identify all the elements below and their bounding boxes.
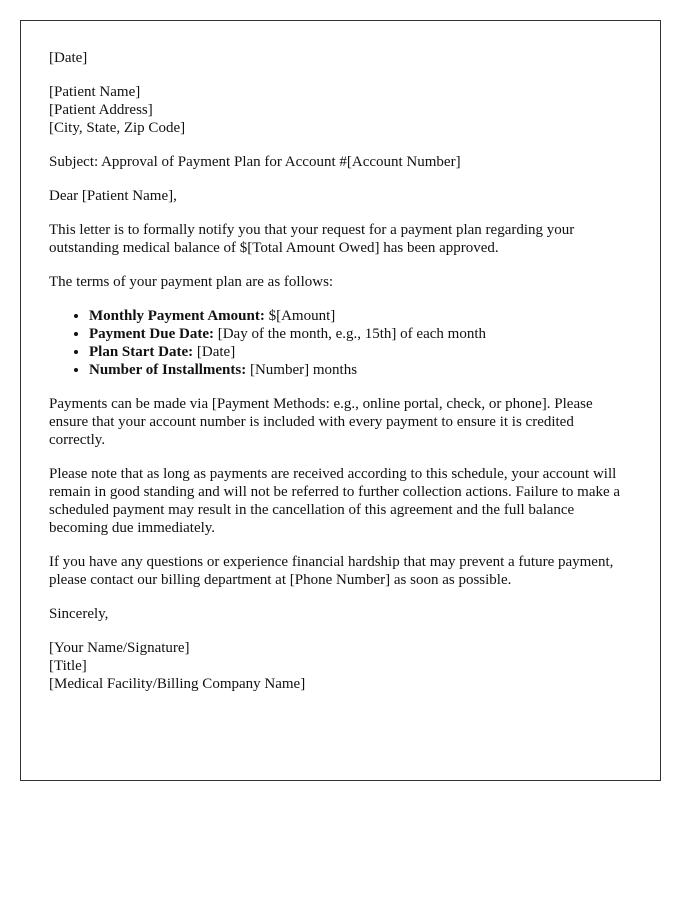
signature-block <box>49 639 632 693</box>
term-item <box>89 307 632 325</box>
salutation: Dear [Patient Name], <box>49 188 177 204</box>
payments-paragraph: Payments can be made via [Payment Methods: e.g., online portal, check, or phone]. Please ensure that your account number is included with every payment to ensure it is credited correctly. <box>49 396 593 448</box>
contact-paragraph: If you have any questions or experience financial hardship that may prevent a future payment, please contact our billing department at [Phone Number] as soon as possible. <box>49 554 614 588</box>
term-item <box>89 325 632 343</box>
subject-line: Subject: Approval of Payment Plan for Account #[Account Number] <box>49 154 461 170</box>
term-label: Number of Installments: <box>89 362 247 378</box>
term-item <box>89 343 632 361</box>
term-label: Monthly Payment Amount: <box>89 308 265 324</box>
term-value: $[Amount] <box>264 308 336 324</box>
intro-paragraph: This letter is to formally notify you that your request for a payment plan regarding your outstanding medical balance of $[Total Amount Owed] has been approved. <box>49 222 575 256</box>
term-value: [Day of the month, e.g., 15th] of each month <box>213 326 486 342</box>
signature-name: [Your Name/Signature] <box>49 640 190 656</box>
signature-company: [Medical Facility/Billing Company Name] <box>49 676 306 692</box>
term-label: Payment Due Date: <box>89 326 214 342</box>
closing: Sincerely, <box>49 606 109 622</box>
letter <box>20 20 661 781</box>
term-item <box>89 361 632 379</box>
term-value: [Date] <box>193 344 236 360</box>
terms-list <box>49 307 632 379</box>
standing-paragraph: Please note that as long as payments are received according to this schedule, your account will remain in good standing and will not be referred to further collection actions. Failure to make a scheduled payment may result in the cancellation of this agreement and the full balance becoming due immediately. <box>49 466 621 536</box>
recipient-name: [Patient Name] <box>49 84 141 100</box>
recipient-block <box>49 83 632 137</box>
signature-title: [Title] <box>49 658 87 674</box>
letter-date: [Date] <box>49 50 88 66</box>
term-label: Plan Start Date: <box>89 344 194 360</box>
term-value: [Number] months <box>246 362 358 378</box>
recipient-city-state-zip: [City, State, Zip Code] <box>49 120 186 136</box>
recipient-address: [Patient Address] <box>49 102 153 118</box>
terms-intro: The terms of your payment plan are as follows: <box>49 274 334 290</box>
